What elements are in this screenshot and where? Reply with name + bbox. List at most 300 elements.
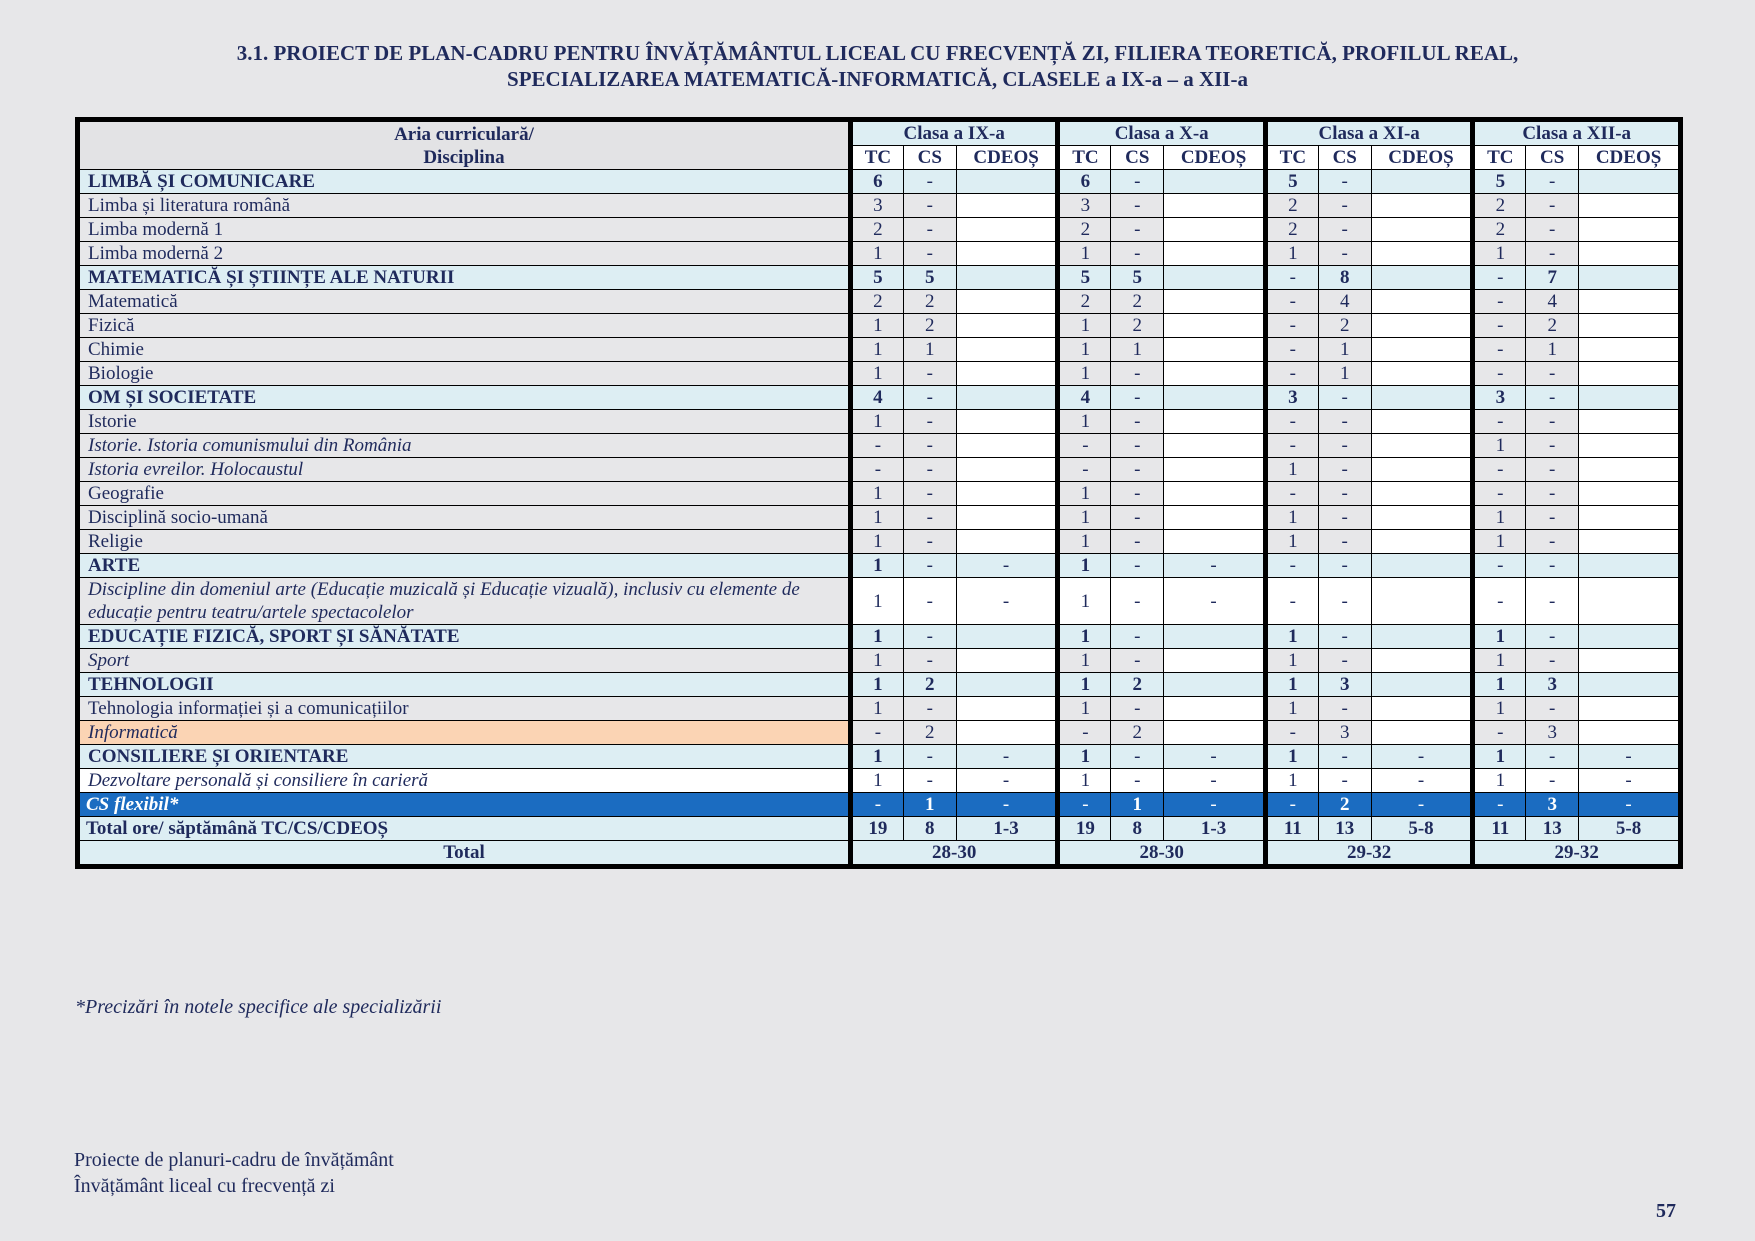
value-cell: - bbox=[903, 530, 956, 554]
value-cell: 1 bbox=[850, 530, 903, 554]
value-cell bbox=[1164, 530, 1266, 554]
value-cell: - bbox=[1164, 769, 1266, 793]
value-cell: - bbox=[903, 482, 956, 506]
value-cell bbox=[1579, 266, 1681, 290]
value-cell: 13 bbox=[1318, 817, 1371, 841]
value-cell: 1 bbox=[850, 578, 903, 625]
value-cell: 2 bbox=[1473, 218, 1526, 242]
value-cell: - bbox=[1265, 578, 1318, 625]
value-cell bbox=[1371, 625, 1473, 649]
value-cell bbox=[1579, 482, 1681, 506]
value-cell bbox=[1164, 290, 1266, 314]
value-cell bbox=[1579, 649, 1681, 673]
value-cell: - bbox=[1265, 290, 1318, 314]
discipline-row bbox=[78, 290, 1681, 314]
value-cell: 2 bbox=[850, 290, 903, 314]
table-body bbox=[78, 170, 1681, 867]
value-cell bbox=[1371, 338, 1473, 362]
discipline-row bbox=[78, 338, 1681, 362]
value-cell: 1 bbox=[1058, 506, 1111, 530]
value-cell bbox=[956, 194, 1058, 218]
value-cell: 5 bbox=[1473, 170, 1526, 194]
value-cell bbox=[1164, 434, 1266, 458]
area-header-line-1: Aria curriculară/ bbox=[394, 123, 534, 145]
value-cell: 4 bbox=[1058, 386, 1111, 410]
value-cell: 13 bbox=[1526, 817, 1579, 841]
value-cell: 1 bbox=[1473, 697, 1526, 721]
area-row bbox=[78, 673, 1681, 697]
value-cell bbox=[1579, 338, 1681, 362]
value-cell bbox=[1579, 554, 1681, 578]
row-label: Limba modernă 2 bbox=[78, 242, 851, 266]
value-cell: - bbox=[1111, 194, 1164, 218]
value-cell bbox=[1579, 170, 1681, 194]
value-cell: 2 bbox=[1111, 673, 1164, 697]
value-cell: 1 bbox=[850, 314, 903, 338]
value-cell: 2 bbox=[1318, 793, 1371, 817]
sub-header-cell: TC bbox=[1058, 146, 1111, 170]
row-label: Limba și literatura română bbox=[78, 194, 851, 218]
value-cell bbox=[1371, 434, 1473, 458]
row-label: Geografie bbox=[78, 482, 851, 506]
row-label: Istorie. Istoria comunismului din România bbox=[78, 434, 851, 458]
value-cell bbox=[1371, 530, 1473, 554]
value-cell: - bbox=[903, 362, 956, 386]
value-cell: 3 bbox=[1526, 673, 1579, 697]
area-row bbox=[78, 386, 1681, 410]
value-cell: - bbox=[1526, 410, 1579, 434]
value-cell: 1 bbox=[1265, 673, 1318, 697]
value-cell bbox=[1579, 386, 1681, 410]
value-cell: 3 bbox=[1058, 194, 1111, 218]
value-cell: - bbox=[1318, 242, 1371, 266]
row-label: Informatică bbox=[78, 721, 851, 745]
value-cell bbox=[956, 410, 1058, 434]
discipline-row bbox=[78, 697, 1681, 721]
value-cell: - bbox=[1265, 434, 1318, 458]
value-cell: 1 bbox=[850, 697, 903, 721]
value-cell: - bbox=[1265, 554, 1318, 578]
value-cell: - bbox=[956, 578, 1058, 625]
value-cell: - bbox=[903, 578, 956, 625]
value-cell: - bbox=[903, 554, 956, 578]
value-cell: 4 bbox=[1318, 290, 1371, 314]
value-cell: 7 bbox=[1526, 266, 1579, 290]
discipline-row bbox=[78, 482, 1681, 506]
value-cell: 1 bbox=[1265, 745, 1318, 769]
value-cell bbox=[1164, 649, 1266, 673]
value-cell: 1 bbox=[1473, 649, 1526, 673]
value-cell bbox=[956, 649, 1058, 673]
value-cell: - bbox=[1265, 266, 1318, 290]
value-cell: - bbox=[1058, 458, 1111, 482]
value-cell: - bbox=[1111, 434, 1164, 458]
page-number: 57 bbox=[1656, 1200, 1676, 1222]
value-cell: - bbox=[903, 218, 956, 242]
discipline-row bbox=[78, 649, 1681, 673]
value-cell: 1 bbox=[1265, 458, 1318, 482]
row-label: Disciplină socio-umană bbox=[78, 506, 851, 530]
value-cell: - bbox=[1526, 482, 1579, 506]
value-cell: - bbox=[1526, 506, 1579, 530]
value-cell: 1 bbox=[1473, 434, 1526, 458]
value-cell: 1 bbox=[850, 554, 903, 578]
value-cell: 19 bbox=[1058, 817, 1111, 841]
value-cell: - bbox=[903, 697, 956, 721]
value-cell bbox=[1164, 506, 1266, 530]
value-cell: 1-3 bbox=[956, 817, 1058, 841]
value-cell: 3 bbox=[1318, 673, 1371, 697]
value-cell: - bbox=[903, 625, 956, 649]
value-cell: - bbox=[1058, 793, 1111, 817]
value-cell: - bbox=[903, 410, 956, 434]
value-cell: - bbox=[1526, 745, 1579, 769]
sub-header-cell: CDEOȘ bbox=[1164, 146, 1266, 170]
value-cell: - bbox=[1058, 434, 1111, 458]
value-cell bbox=[1164, 362, 1266, 386]
value-cell: - bbox=[1111, 649, 1164, 673]
discipline-row bbox=[78, 194, 1681, 218]
value-cell: - bbox=[956, 554, 1058, 578]
total-hours-row bbox=[78, 817, 1681, 841]
class-header-xi: Clasa a XI-a bbox=[1265, 120, 1472, 146]
discipline-row bbox=[78, 506, 1681, 530]
area-row bbox=[78, 625, 1681, 649]
row-label: Religie bbox=[78, 530, 851, 554]
value-cell: - bbox=[850, 434, 903, 458]
value-cell: 1-3 bbox=[1164, 817, 1266, 841]
value-cell: 1 bbox=[1058, 482, 1111, 506]
value-cell: 1 bbox=[1058, 649, 1111, 673]
value-cell: 1 bbox=[1265, 649, 1318, 673]
value-cell: - bbox=[1526, 218, 1579, 242]
value-cell: - bbox=[956, 793, 1058, 817]
value-cell: 1 bbox=[1265, 625, 1318, 649]
value-cell bbox=[956, 386, 1058, 410]
value-cell: 1 bbox=[1473, 506, 1526, 530]
value-cell bbox=[1164, 266, 1266, 290]
value-cell bbox=[1579, 506, 1681, 530]
value-cell bbox=[1371, 314, 1473, 338]
value-cell: - bbox=[1111, 745, 1164, 769]
value-cell: - bbox=[1526, 578, 1579, 625]
value-cell: 3 bbox=[850, 194, 903, 218]
value-cell: - bbox=[1473, 266, 1526, 290]
value-cell: - bbox=[1318, 697, 1371, 721]
value-cell: 11 bbox=[1473, 817, 1526, 841]
value-cell bbox=[1579, 721, 1681, 745]
value-cell: 1 bbox=[850, 625, 903, 649]
value-cell: 5-8 bbox=[1371, 817, 1473, 841]
value-cell bbox=[1371, 482, 1473, 506]
value-cell: 1 bbox=[850, 410, 903, 434]
row-label: Biologie bbox=[78, 362, 851, 386]
value-cell: 5 bbox=[1265, 170, 1318, 194]
total-value: 29-32 bbox=[1473, 841, 1681, 867]
value-cell: - bbox=[1473, 338, 1526, 362]
value-cell: 1 bbox=[1318, 338, 1371, 362]
value-cell bbox=[956, 721, 1058, 745]
value-cell: 8 bbox=[903, 817, 956, 841]
value-cell: 1 bbox=[1058, 314, 1111, 338]
value-cell: 2 bbox=[1058, 218, 1111, 242]
value-cell: 1 bbox=[1058, 410, 1111, 434]
value-cell bbox=[1371, 673, 1473, 697]
value-cell bbox=[1164, 721, 1266, 745]
value-cell: 1 bbox=[1265, 242, 1318, 266]
value-cell: - bbox=[1526, 649, 1579, 673]
title-line-1: 3.1. PROIECT DE PLAN-CADRU PENTRU ÎNVĂȚĂMÂNTUL LICEAL CU FRECVENȚĂ ZI, FILIERA TEORETICĂ, PROFILUL REAL, bbox=[236, 41, 1519, 65]
value-cell: 1 bbox=[850, 362, 903, 386]
value-cell: 2 bbox=[1111, 314, 1164, 338]
value-cell: - bbox=[1111, 697, 1164, 721]
grand-total-row bbox=[78, 841, 1681, 867]
row-label: MATEMATICĂ ȘI ȘTIINȚE ALE NATURII bbox=[78, 266, 851, 290]
value-cell: 8 bbox=[1318, 266, 1371, 290]
value-cell: 1 bbox=[1318, 362, 1371, 386]
value-cell: - bbox=[1111, 578, 1164, 625]
value-cell: - bbox=[1473, 362, 1526, 386]
value-cell: 19 bbox=[850, 817, 903, 841]
value-cell: - bbox=[903, 769, 956, 793]
value-cell: 1 bbox=[1473, 242, 1526, 266]
value-cell: - bbox=[1318, 530, 1371, 554]
value-cell: - bbox=[1371, 793, 1473, 817]
value-cell bbox=[1164, 386, 1266, 410]
value-cell: 5-8 bbox=[1579, 817, 1681, 841]
discipline-row bbox=[78, 458, 1681, 482]
value-cell: 1 bbox=[850, 338, 903, 362]
area-row bbox=[78, 745, 1681, 769]
footer-line-2: Învățământ liceal cu frecvență zi bbox=[74, 1175, 335, 1197]
value-cell: 11 bbox=[1265, 817, 1318, 841]
value-cell: - bbox=[1318, 745, 1371, 769]
value-cell: - bbox=[1265, 314, 1318, 338]
value-cell: 1 bbox=[1058, 745, 1111, 769]
value-cell bbox=[1579, 434, 1681, 458]
value-cell: - bbox=[1111, 482, 1164, 506]
value-cell bbox=[1579, 218, 1681, 242]
page-title bbox=[0, 40, 1755, 92]
value-cell: 1 bbox=[850, 769, 903, 793]
value-cell: 6 bbox=[1058, 170, 1111, 194]
value-cell bbox=[1371, 266, 1473, 290]
value-cell bbox=[1164, 673, 1266, 697]
value-cell: 6 bbox=[850, 170, 903, 194]
value-cell: - bbox=[1318, 458, 1371, 482]
value-cell: - bbox=[1318, 170, 1371, 194]
value-cell: - bbox=[1473, 554, 1526, 578]
value-cell: - bbox=[1111, 218, 1164, 242]
value-cell: 1 bbox=[1058, 769, 1111, 793]
sub-header-cell: TC bbox=[1265, 146, 1318, 170]
row-label: Matematică bbox=[78, 290, 851, 314]
value-cell: - bbox=[1058, 721, 1111, 745]
area-row bbox=[78, 554, 1681, 578]
value-cell: - bbox=[1526, 386, 1579, 410]
value-cell bbox=[956, 506, 1058, 530]
value-cell: - bbox=[1579, 769, 1681, 793]
value-cell: 3 bbox=[1265, 386, 1318, 410]
value-cell: - bbox=[1318, 410, 1371, 434]
value-cell bbox=[1371, 458, 1473, 482]
curriculum-table bbox=[75, 117, 1683, 869]
value-cell: - bbox=[1526, 625, 1579, 649]
value-cell: - bbox=[1111, 458, 1164, 482]
value-cell: 3 bbox=[1473, 386, 1526, 410]
value-cell: - bbox=[1318, 625, 1371, 649]
value-cell bbox=[1579, 697, 1681, 721]
value-cell bbox=[1579, 314, 1681, 338]
value-cell bbox=[1371, 578, 1473, 625]
value-cell: 2 bbox=[903, 673, 956, 697]
footnote: *Precizări în notele specifice ale specializării bbox=[75, 996, 442, 1018]
value-cell: - bbox=[1526, 554, 1579, 578]
value-cell: 1 bbox=[1058, 338, 1111, 362]
value-cell: - bbox=[1579, 745, 1681, 769]
sub-header-cell: CS bbox=[1526, 146, 1579, 170]
value-cell: - bbox=[850, 458, 903, 482]
value-cell: 1 bbox=[1473, 673, 1526, 697]
value-cell bbox=[1371, 506, 1473, 530]
value-cell: - bbox=[1473, 410, 1526, 434]
value-cell bbox=[956, 362, 1058, 386]
value-cell bbox=[956, 290, 1058, 314]
value-cell: - bbox=[1164, 745, 1266, 769]
value-cell bbox=[1371, 554, 1473, 578]
value-cell: 1 bbox=[1473, 530, 1526, 554]
value-cell bbox=[1164, 218, 1266, 242]
discipline-row bbox=[78, 218, 1681, 242]
value-cell: 4 bbox=[1526, 290, 1579, 314]
value-cell bbox=[956, 482, 1058, 506]
sub-header-cell: CDEOȘ bbox=[1371, 146, 1473, 170]
value-cell: 1 bbox=[1058, 554, 1111, 578]
value-cell: - bbox=[1526, 194, 1579, 218]
area-row bbox=[78, 170, 1681, 194]
value-cell bbox=[956, 673, 1058, 697]
value-cell: 1 bbox=[1473, 769, 1526, 793]
total-value: 28-30 bbox=[1058, 841, 1265, 867]
value-cell: - bbox=[903, 458, 956, 482]
value-cell bbox=[1164, 194, 1266, 218]
row-label: CS flexibil* bbox=[78, 793, 851, 817]
value-cell: 1 bbox=[1473, 745, 1526, 769]
discipline-row bbox=[78, 721, 1681, 745]
value-cell bbox=[1371, 721, 1473, 745]
value-cell: - bbox=[1111, 242, 1164, 266]
value-cell: 1 bbox=[1265, 530, 1318, 554]
value-cell bbox=[1371, 410, 1473, 434]
class-header-ix: Clasa a IX-a bbox=[850, 120, 1057, 146]
value-cell bbox=[1579, 362, 1681, 386]
value-cell bbox=[1371, 170, 1473, 194]
value-cell: 2 bbox=[1111, 290, 1164, 314]
value-cell: - bbox=[1526, 242, 1579, 266]
value-cell bbox=[1164, 314, 1266, 338]
row-label: LIMBĂ ȘI COMUNICARE bbox=[78, 170, 851, 194]
value-cell: 1 bbox=[850, 242, 903, 266]
value-cell: 1 bbox=[903, 793, 956, 817]
discipline-row bbox=[78, 578, 1681, 625]
discipline-row bbox=[78, 530, 1681, 554]
value-cell: - bbox=[1526, 769, 1579, 793]
row-label: Total ore/ săptămână TC/CS/CDEOȘ bbox=[78, 817, 851, 841]
value-cell: 1 bbox=[1265, 697, 1318, 721]
value-cell bbox=[1579, 625, 1681, 649]
row-label: EDUCAȚIE FIZICĂ, SPORT ȘI SĂNĂTATE bbox=[78, 625, 851, 649]
value-cell: 1 bbox=[1111, 793, 1164, 817]
value-cell bbox=[956, 242, 1058, 266]
value-cell: - bbox=[1526, 170, 1579, 194]
value-cell bbox=[1371, 242, 1473, 266]
value-cell: - bbox=[1473, 793, 1526, 817]
area-header bbox=[78, 120, 851, 170]
value-cell: - bbox=[956, 745, 1058, 769]
value-cell: - bbox=[1265, 410, 1318, 434]
value-cell: - bbox=[1473, 721, 1526, 745]
value-cell: - bbox=[1318, 506, 1371, 530]
class-header-x: Clasa a X-a bbox=[1058, 120, 1265, 146]
total-value: 28-30 bbox=[850, 841, 1057, 867]
value-cell: - bbox=[1473, 290, 1526, 314]
value-cell: - bbox=[1265, 482, 1318, 506]
total-value: 29-32 bbox=[1265, 841, 1472, 867]
value-cell: - bbox=[1318, 434, 1371, 458]
value-cell bbox=[956, 266, 1058, 290]
value-cell bbox=[956, 458, 1058, 482]
value-cell bbox=[1164, 338, 1266, 362]
value-cell bbox=[956, 434, 1058, 458]
value-cell bbox=[956, 170, 1058, 194]
value-cell: - bbox=[1473, 314, 1526, 338]
value-cell: - bbox=[1371, 769, 1473, 793]
discipline-row bbox=[78, 434, 1681, 458]
value-cell: - bbox=[1111, 386, 1164, 410]
value-cell bbox=[1371, 194, 1473, 218]
value-cell: - bbox=[1318, 649, 1371, 673]
value-cell: 2 bbox=[1473, 194, 1526, 218]
value-cell: 5 bbox=[1058, 266, 1111, 290]
sub-header-cell: CS bbox=[903, 146, 956, 170]
value-cell bbox=[1579, 530, 1681, 554]
value-cell: - bbox=[1265, 362, 1318, 386]
value-cell: - bbox=[850, 721, 903, 745]
cs-flexibil-row bbox=[78, 793, 1681, 817]
sub-header-cell: CS bbox=[1318, 146, 1371, 170]
sub-header-cell: CDEOȘ bbox=[1579, 146, 1681, 170]
value-cell: 1 bbox=[850, 745, 903, 769]
value-cell: 2 bbox=[1058, 290, 1111, 314]
row-label: Tehnologia informației și a comunicațiilor bbox=[78, 697, 851, 721]
value-cell: - bbox=[1164, 578, 1266, 625]
value-cell: - bbox=[1265, 721, 1318, 745]
value-cell: - bbox=[956, 769, 1058, 793]
total-label: Total bbox=[78, 841, 851, 867]
row-label: Istorie bbox=[78, 410, 851, 434]
value-cell bbox=[956, 530, 1058, 554]
value-cell bbox=[956, 338, 1058, 362]
value-cell: 1 bbox=[1058, 242, 1111, 266]
value-cell: - bbox=[903, 434, 956, 458]
row-label: OM ȘI SOCIETATE bbox=[78, 386, 851, 410]
value-cell: - bbox=[903, 649, 956, 673]
value-cell: - bbox=[1164, 793, 1266, 817]
value-cell: 2 bbox=[903, 721, 956, 745]
value-cell: 3 bbox=[1526, 793, 1579, 817]
value-cell: - bbox=[1318, 554, 1371, 578]
value-cell: - bbox=[1473, 458, 1526, 482]
